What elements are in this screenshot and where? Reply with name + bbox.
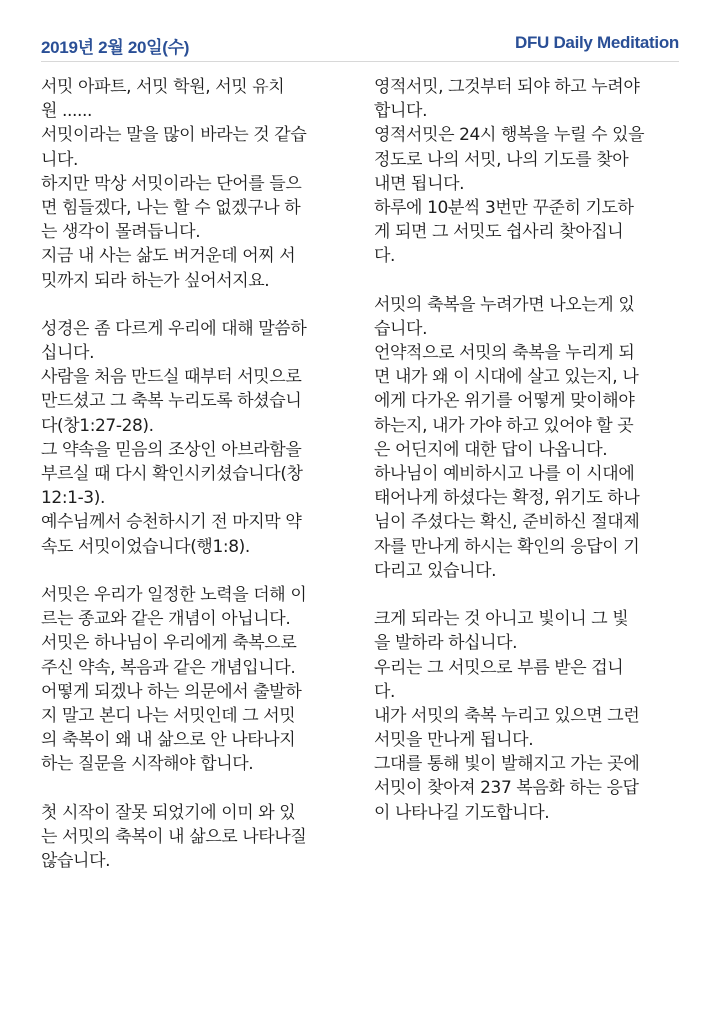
paragraph-gap — [41, 559, 361, 583]
text-line: 지금 내 사는 삶도 버거운데 어찌 서 — [41, 246, 296, 267]
text-line: 면 힘들겠다, 나는 할 수 없겠구나 하 — [41, 197, 301, 218]
text-line: 십니다. — [41, 343, 95, 364]
text-line: 내면 됩니다. — [374, 173, 465, 194]
text-line: 주신 약속, 복음과 같은 개념입니다. — [41, 657, 296, 678]
paragraph — [41, 801, 361, 874]
text-line: 첫 시작이 잘못 되었기에 이미 와 있 — [41, 802, 296, 823]
text-line: 다리고 있습니다. — [374, 560, 497, 581]
page-header — [0, 0, 720, 66]
right-column — [374, 75, 686, 825]
text-line: 속도 서밋이었습니다(행1:8). — [41, 536, 250, 557]
text-line: 합니다. — [374, 101, 428, 122]
text-line: 영적서밋은 24시 행복을 누릴 수 있을 — [374, 125, 645, 146]
header-title: DFU Daily Meditation — [514, 33, 679, 52]
text-line: 만드셨고 그 축복 누리도록 하셨습니 — [41, 391, 302, 412]
text-line: 어떻게 되겠나 하는 의문에서 출발하 — [41, 681, 302, 702]
text-line: 다(창1:27-28). — [41, 415, 154, 436]
text-line: 서밋의 축복을 누려가면 나오는게 있 — [374, 294, 635, 315]
paragraph-gap — [41, 293, 361, 317]
text-line: 의 축복이 왜 내 삶으로 안 나타나지 — [41, 730, 296, 751]
text-line: 12:1-3). — [41, 488, 105, 509]
paragraph — [41, 583, 361, 777]
text-line: 서밋은 우리가 일정한 노력을 더해 이 — [41, 584, 307, 605]
text-line: 에게 다가온 위기를 어떻게 맞이해야 — [374, 391, 635, 412]
text-line: 서밋을 만나게 됩니다. — [374, 730, 534, 751]
paragraph-gap — [41, 776, 361, 800]
text-line: 예수님께서 승천하시기 전 마지막 약 — [41, 512, 302, 533]
text-line: 않습니다. — [41, 851, 111, 871]
text-line: 는 서밋의 축복이 내 삶으로 나타나질 — [41, 826, 307, 847]
text-line: 서밋이 찾아져 237 복음화 하는 응답 — [374, 778, 639, 799]
text-line: 습니다. — [374, 318, 428, 339]
text-line: 니다. — [41, 149, 79, 170]
paragraph-gap — [374, 583, 686, 607]
text-line: 하지만 막상 서밋이라는 단어를 들으 — [41, 173, 302, 194]
text-line: 서밋 아파트, 서밋 학원, 서밋 유치 — [41, 77, 285, 97]
text-line: 언약적으로 서밋의 축복을 누리게 되 — [374, 343, 635, 364]
text-line: 는 생각이 몰려듭니다. — [41, 222, 201, 243]
header-date: 2019년 2월 20일(수) — [41, 38, 190, 57]
text-line: 부르실 때 다시 확인시키셨습니다(창 — [41, 464, 303, 484]
header-divider — [41, 61, 679, 62]
text-line: 르는 종교와 같은 개념이 아닙니다. — [41, 609, 291, 630]
text-line: 사람을 처음 만드실 때부터 서밋으로 — [41, 367, 302, 388]
text-line: 하는지, 내가 가야 하고 있어야 할 곳 — [374, 415, 634, 436]
text-line: 서밋이라는 말을 많이 바라는 것 같습 — [41, 125, 307, 146]
paragraph-gap — [374, 269, 686, 293]
text-line: 그대를 통해 빛이 발해지고 가는 곳에 — [374, 754, 640, 775]
text-line: 성경은 좀 다르게 우리에 대해 말씀하 — [41, 318, 307, 339]
text-line: 태어나게 하셨다는 확정, 위기도 하나 — [374, 488, 640, 509]
text-line: 밋까지 되라 하는가 싶어서지요. — [41, 270, 270, 291]
text-line: 은 어딘지에 대한 답이 나옵니다. — [374, 439, 608, 460]
paragraph — [41, 75, 361, 293]
text-line: 다. — [374, 246, 396, 267]
paragraph — [41, 317, 361, 559]
text-line: 님이 주셨다는 확신, 준비하신 절대제 — [374, 512, 640, 533]
paragraph — [374, 293, 686, 583]
text-line: 정도로 나의 서밋, 나의 기도를 찾아 — [374, 149, 629, 170]
paragraph — [374, 607, 686, 825]
text-line: 하루에 10분씩 3번만 꾸준히 기도하 — [374, 197, 634, 218]
text-line: 크게 되라는 것 아니고 빛이니 그 빛 — [374, 609, 629, 630]
text-line: 영적서밋, 그것부터 되야 하고 누려야 — [374, 77, 640, 97]
text-line: 면 내가 왜 이 시대에 살고 있는지, 나 — [374, 367, 639, 388]
text-line: 자를 만나게 하시는 확인의 응답이 기 — [374, 536, 640, 557]
text-line: 서밋은 하나님이 우리에게 축복으로 — [41, 633, 297, 654]
text-line: 내가 서밋의 축복 누리고 있으면 그런 — [374, 705, 640, 726]
text-line: 원 ...... — [41, 101, 93, 122]
text-line: 지 말고 본디 나는 서밋인데 그 서밋 — [41, 705, 296, 726]
text-line: 을 발하라 하십니다. — [374, 633, 518, 654]
text-line: 그 약속을 믿음의 조상인 아브라함을 — [41, 439, 302, 460]
left-column — [41, 75, 361, 873]
text-line: 게 되면 그 서밋도 쉽사리 찾아집니 — [374, 222, 624, 243]
text-line: 하는 질문을 시작해야 합니다. — [41, 754, 254, 775]
text-line: 우리는 그 서밋으로 부름 받은 겁니 — [374, 657, 624, 678]
text-line: 하나님이 예비하시고 나를 이 시대에 — [374, 464, 635, 484]
paragraph — [374, 75, 686, 269]
text-line: 이 나타나길 기도합니다. — [374, 802, 550, 823]
text-line: 다. — [374, 681, 396, 702]
